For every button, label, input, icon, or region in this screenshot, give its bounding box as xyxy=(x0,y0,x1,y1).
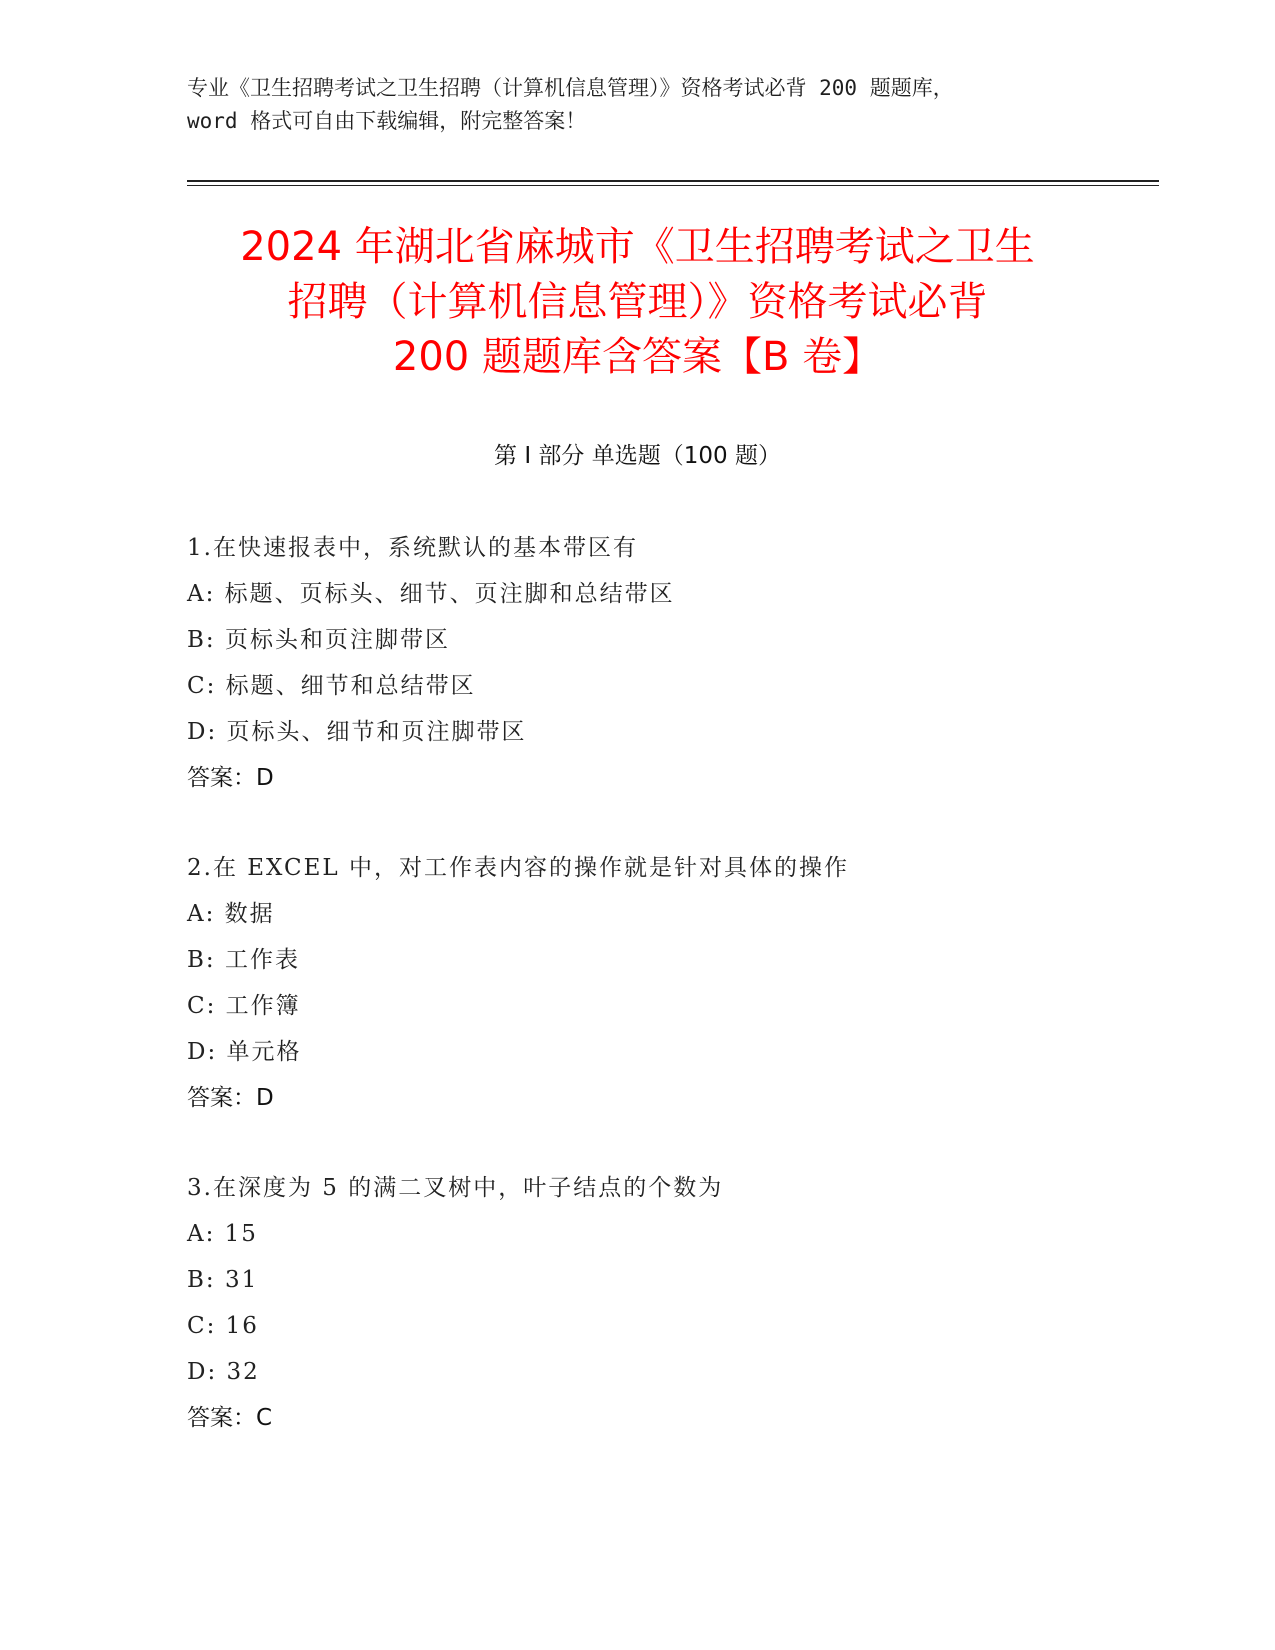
intro-text xyxy=(187,72,1087,138)
intro-line-2: word 格式可自由下载编辑，附完整答案！ xyxy=(187,109,587,133)
header-divider-thick xyxy=(187,180,1159,182)
document-title xyxy=(150,220,1125,385)
option-c: C: 标题、细节和总结带区 xyxy=(187,673,476,699)
question-stem: 1.在快速报表中，系统默认的基本带区有 xyxy=(187,535,638,561)
option-c: C: 16 xyxy=(187,1313,259,1339)
section-heading: 第 I 部分 单选题（100 题） xyxy=(494,443,781,469)
answer-label: 答案：D xyxy=(187,765,274,791)
title-line-3: 200 题题库含答案【B 卷】 xyxy=(392,334,883,380)
title-line-1: 2024 年湖北省麻城市《卫生招聘考试之卫生 xyxy=(240,224,1035,270)
question-stem: 2.在 EXCEL 中，对工作表内容的操作就是针对具体的操作 xyxy=(187,855,849,881)
option-c: C: 工作簿 xyxy=(187,993,301,1019)
intro-line-1: 专业《卫生招聘考试之卫生招聘（计算机信息管理）》资格考试必背 200 题题库， xyxy=(187,76,954,100)
option-d: D: 单元格 xyxy=(187,1039,302,1065)
question-2 xyxy=(187,845,1087,1121)
option-b: B: 31 xyxy=(187,1267,259,1293)
answer-label: 答案：C xyxy=(187,1405,273,1431)
question-stem: 3.在深度为 5 的满二叉树中，叶子结点的个数为 xyxy=(187,1175,724,1201)
option-a: A: 数据 xyxy=(187,901,275,927)
answer-label: 答案：D xyxy=(187,1085,274,1111)
question-1 xyxy=(187,525,1087,801)
option-a: A: 15 xyxy=(187,1221,258,1247)
header-divider-thin xyxy=(187,185,1159,186)
option-d: D: 页标头、细节和页注脚带区 xyxy=(187,719,527,745)
option-b: B: 页标头和页注脚带区 xyxy=(187,627,450,653)
title-line-2: 招聘（计算机信息管理）》资格考试必背 xyxy=(287,279,988,325)
question-3 xyxy=(187,1165,1087,1441)
option-d: D: 32 xyxy=(187,1359,260,1385)
option-b: B: 工作表 xyxy=(187,947,300,973)
option-a: A: 标题、页标头、细节、页注脚和总结带区 xyxy=(187,581,675,607)
